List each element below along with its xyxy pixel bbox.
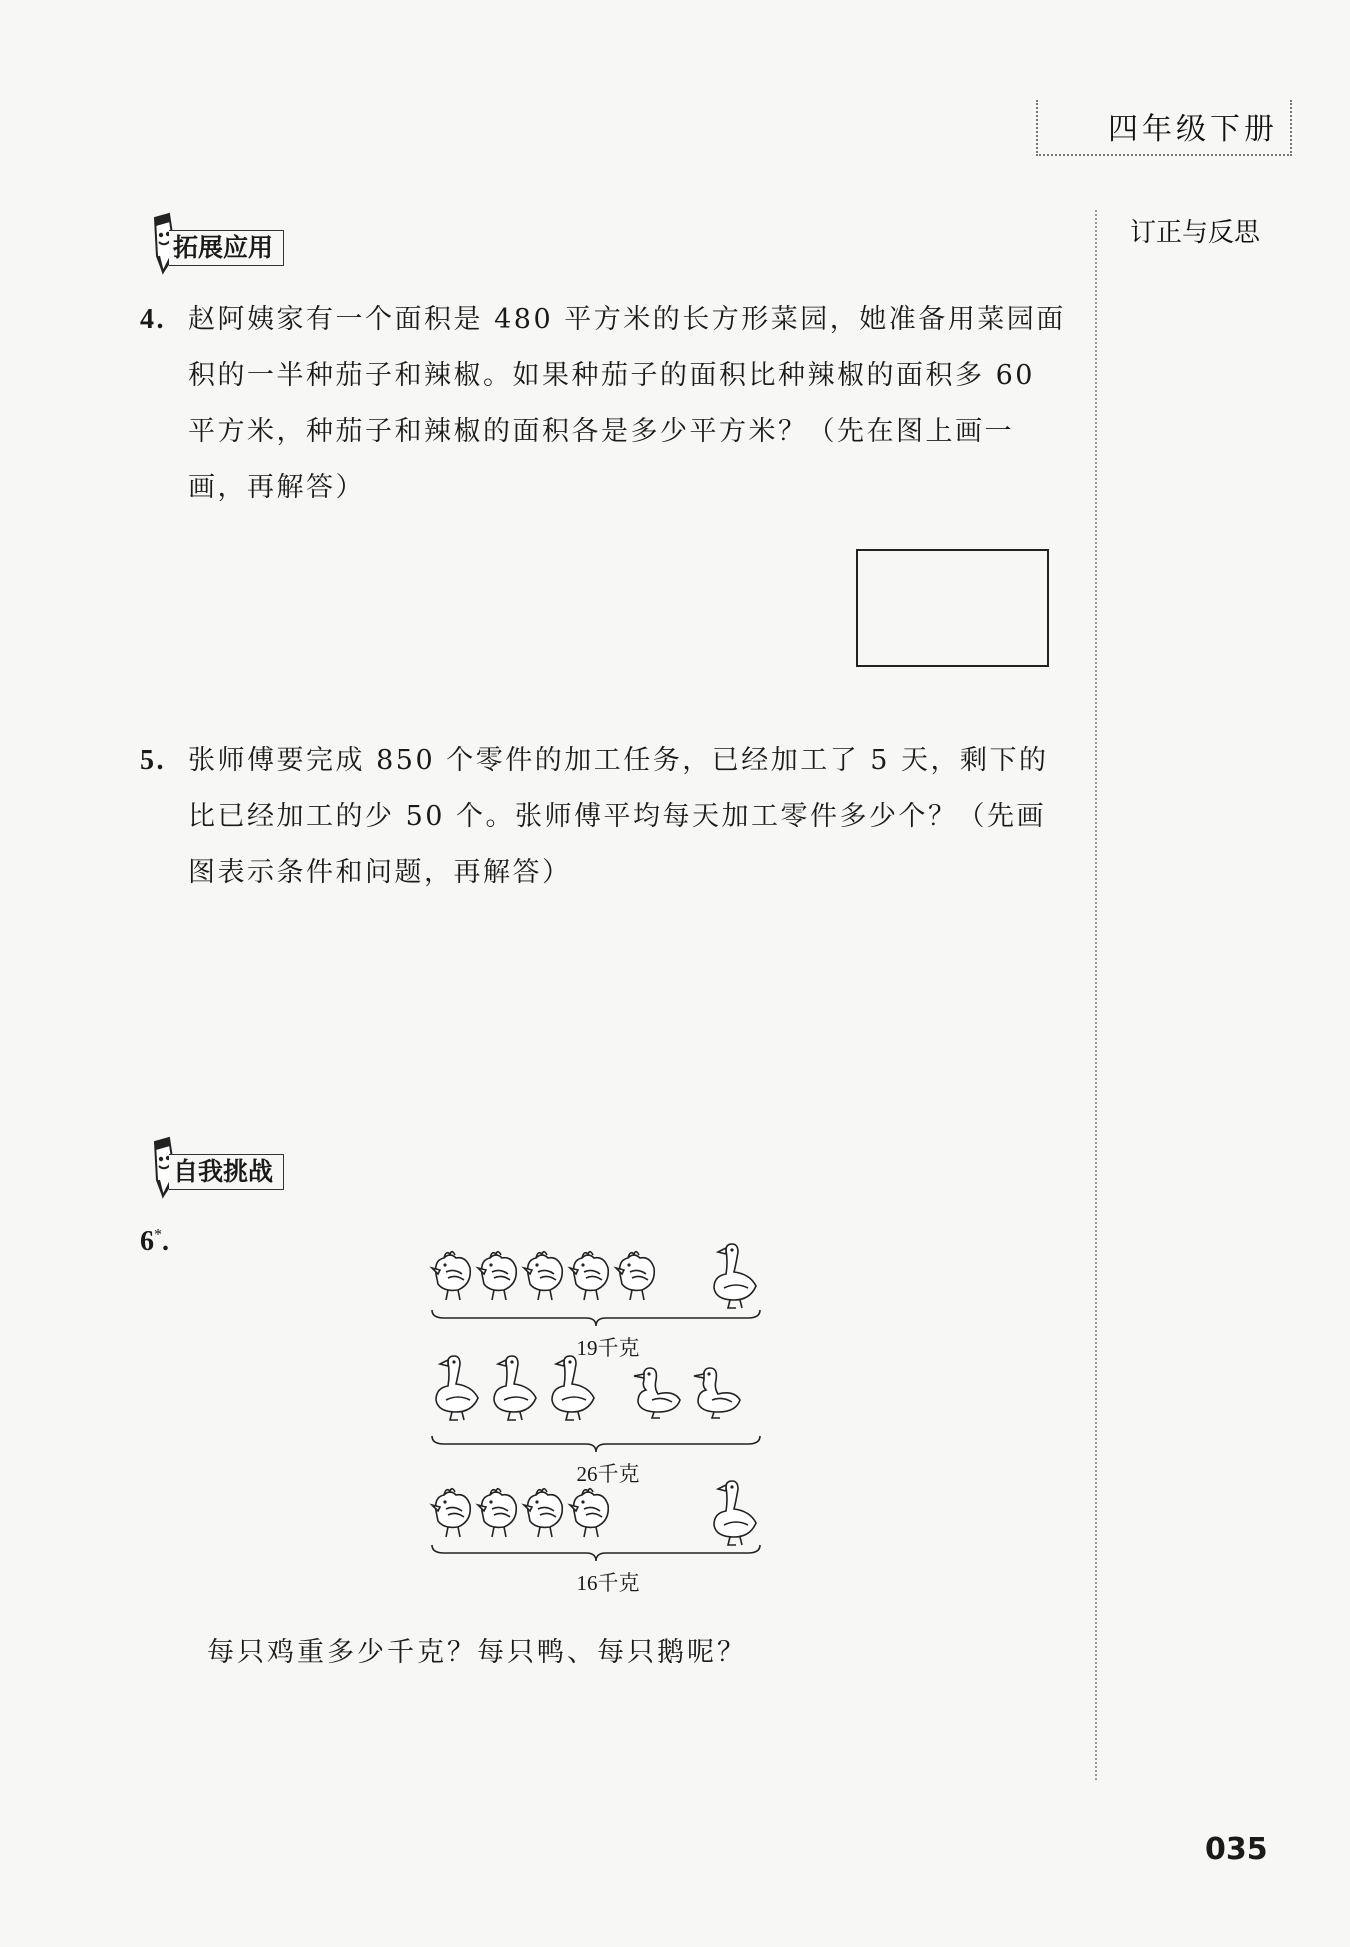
problem-6-number (140, 1226, 169, 1258)
problem-6-question: 每只鸡重多少千克？每只鸭、每只鹅呢？ (207, 1637, 747, 1668)
garden-rectangle (856, 549, 1049, 667)
problem-number: 6 (140, 1226, 154, 1257)
poultry-row-2 (432, 1356, 760, 1452)
chicken-icon (570, 1489, 608, 1537)
chicken-icon (432, 1252, 470, 1300)
duck-icon (694, 1368, 740, 1418)
problem-number: 5. (140, 745, 166, 776)
section-title: 自我挑战 (169, 1154, 284, 1190)
poultry-diagram (420, 1240, 800, 1610)
chicken-icon (524, 1489, 562, 1537)
goose-icon (714, 1244, 756, 1308)
chicken-icon (616, 1252, 654, 1300)
goose-icon (552, 1356, 594, 1420)
weight-label-row-2: 26千克 (576, 1462, 640, 1486)
margin-title: 订正与反思 (1130, 218, 1261, 248)
chicken-icon (478, 1489, 516, 1537)
goose-icon (494, 1356, 536, 1420)
challenge-mark: * (154, 1226, 162, 1244)
brace-bracket (432, 1545, 760, 1561)
number-dot: . (162, 1226, 169, 1257)
chicken-icon (524, 1252, 562, 1300)
problem-number: 4. (140, 304, 166, 335)
problem-text: 张师傅要完成 850 个零件的加工任务，已经加工了 5 天，剩下的比已经加工的少 50 个。张师傅平均每天加工零件多少个？（先画图表示条件和问题，再解答） (188, 745, 1049, 888)
poultry-row-3 (432, 1481, 760, 1561)
grade-label: 四年级下册 (1108, 112, 1278, 147)
problem-5 (140, 733, 1070, 901)
margin-divider (1095, 210, 1097, 1780)
goose-icon (436, 1356, 478, 1420)
weight-label-row-1: 19千克 (576, 1336, 640, 1360)
chicken-icon (570, 1252, 608, 1300)
duck-icon (634, 1368, 680, 1418)
brace-bracket (432, 1436, 760, 1452)
weight-label-row-3: 16千克 (576, 1571, 640, 1595)
goose-icon (714, 1481, 756, 1545)
chicken-icon (432, 1489, 470, 1537)
section-title: 拓展应用 (169, 230, 284, 266)
poultry-row-1 (432, 1244, 760, 1326)
poultry-figure (420, 1240, 800, 1614)
brace-bracket (432, 1310, 760, 1326)
problem-text: 赵阿姨家有一个面积是 480 平方米的长方形菜园，她准备用菜园面积的一半种茄子和辣椒。如果种茄子的面积比种辣椒的面积多 60 平方米，种茄子和辣椒的面积各是多少平方米？（先在图上画一画，再解答） (188, 304, 1066, 503)
page-number: 035 (1205, 1832, 1268, 1867)
problem-4 (140, 292, 1070, 516)
chicken-icon (478, 1252, 516, 1300)
